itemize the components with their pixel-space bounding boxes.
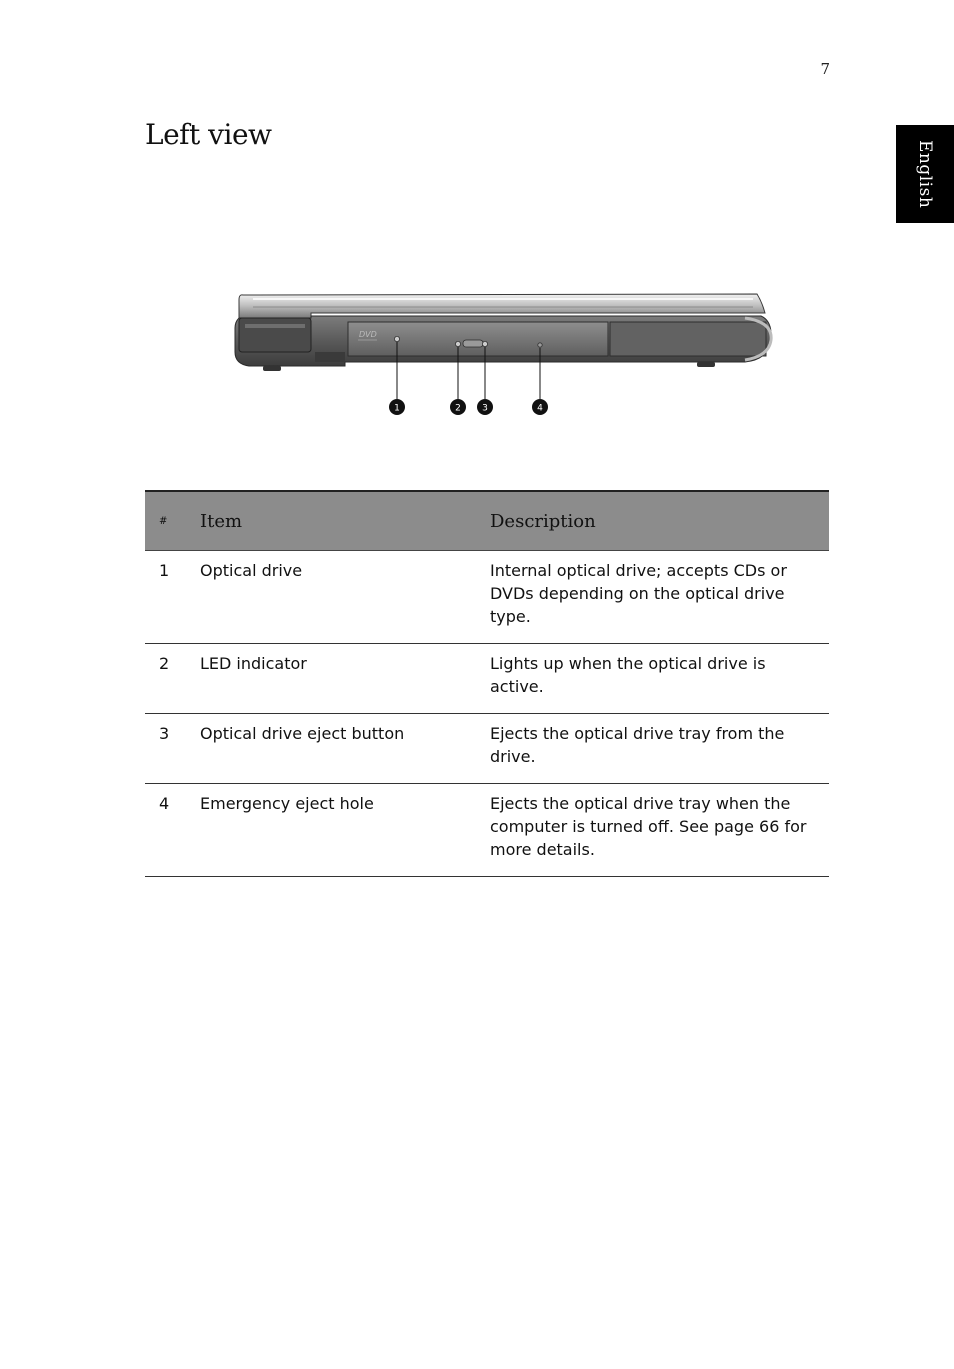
laptop-left-view-figure [225,280,785,425]
row-description: Internal optical drive; accepts CDs or DVDs depending on the optical drive type. [490,551,829,644]
header-description: Description [490,491,829,551]
callout-3 [477,399,493,415]
laptop-illustration [225,280,785,425]
optical-drive-spot [394,336,399,341]
left-view-components-table [145,490,829,877]
svg-text:3: 3 [482,403,488,414]
right-bay [610,322,766,356]
table-row [145,714,829,784]
table-row [145,644,829,714]
hinge-block [239,318,311,352]
row-item: Emergency eject hole [200,784,490,877]
led-indicator-dot [455,341,460,346]
svg-text:DVD: DVD [359,330,377,339]
row-number: 4 [145,784,200,877]
optical-drive-bay [348,322,608,356]
row-number: 2 [145,644,200,714]
page-title: Left view [145,118,272,151]
table-row [145,784,829,877]
eject-button-shape [463,340,483,347]
row-item: Optical drive eject button [200,714,490,784]
svg-text:2: 2 [455,403,461,414]
row-description: Ejects the optical drive tray when the computer is turned off. See page 66 for more details. [490,784,829,877]
callout-1 [389,399,405,415]
callout-2 [450,399,466,415]
header-number: # [145,491,200,551]
row-number: 3 [145,714,200,784]
language-tab-label: English [915,139,935,209]
emergency-eject-hole-shape [538,343,542,347]
row-number: 1 [145,551,200,644]
row-item: Optical drive [200,551,490,644]
row-item: LED indicator [200,644,490,714]
table-header-row [145,491,829,551]
svg-text:1: 1 [394,403,400,414]
table-row [145,551,829,644]
svg-text:4: 4 [537,403,543,414]
page-number: 7 [820,60,830,78]
laptop-lid [239,294,765,318]
callout-4 [532,399,548,415]
row-description: Lights up when the optical drive is active. [490,644,829,714]
header-item: Item [200,491,490,551]
row-description: Ejects the optical drive tray from the drive. [490,714,829,784]
language-tab [896,125,954,223]
